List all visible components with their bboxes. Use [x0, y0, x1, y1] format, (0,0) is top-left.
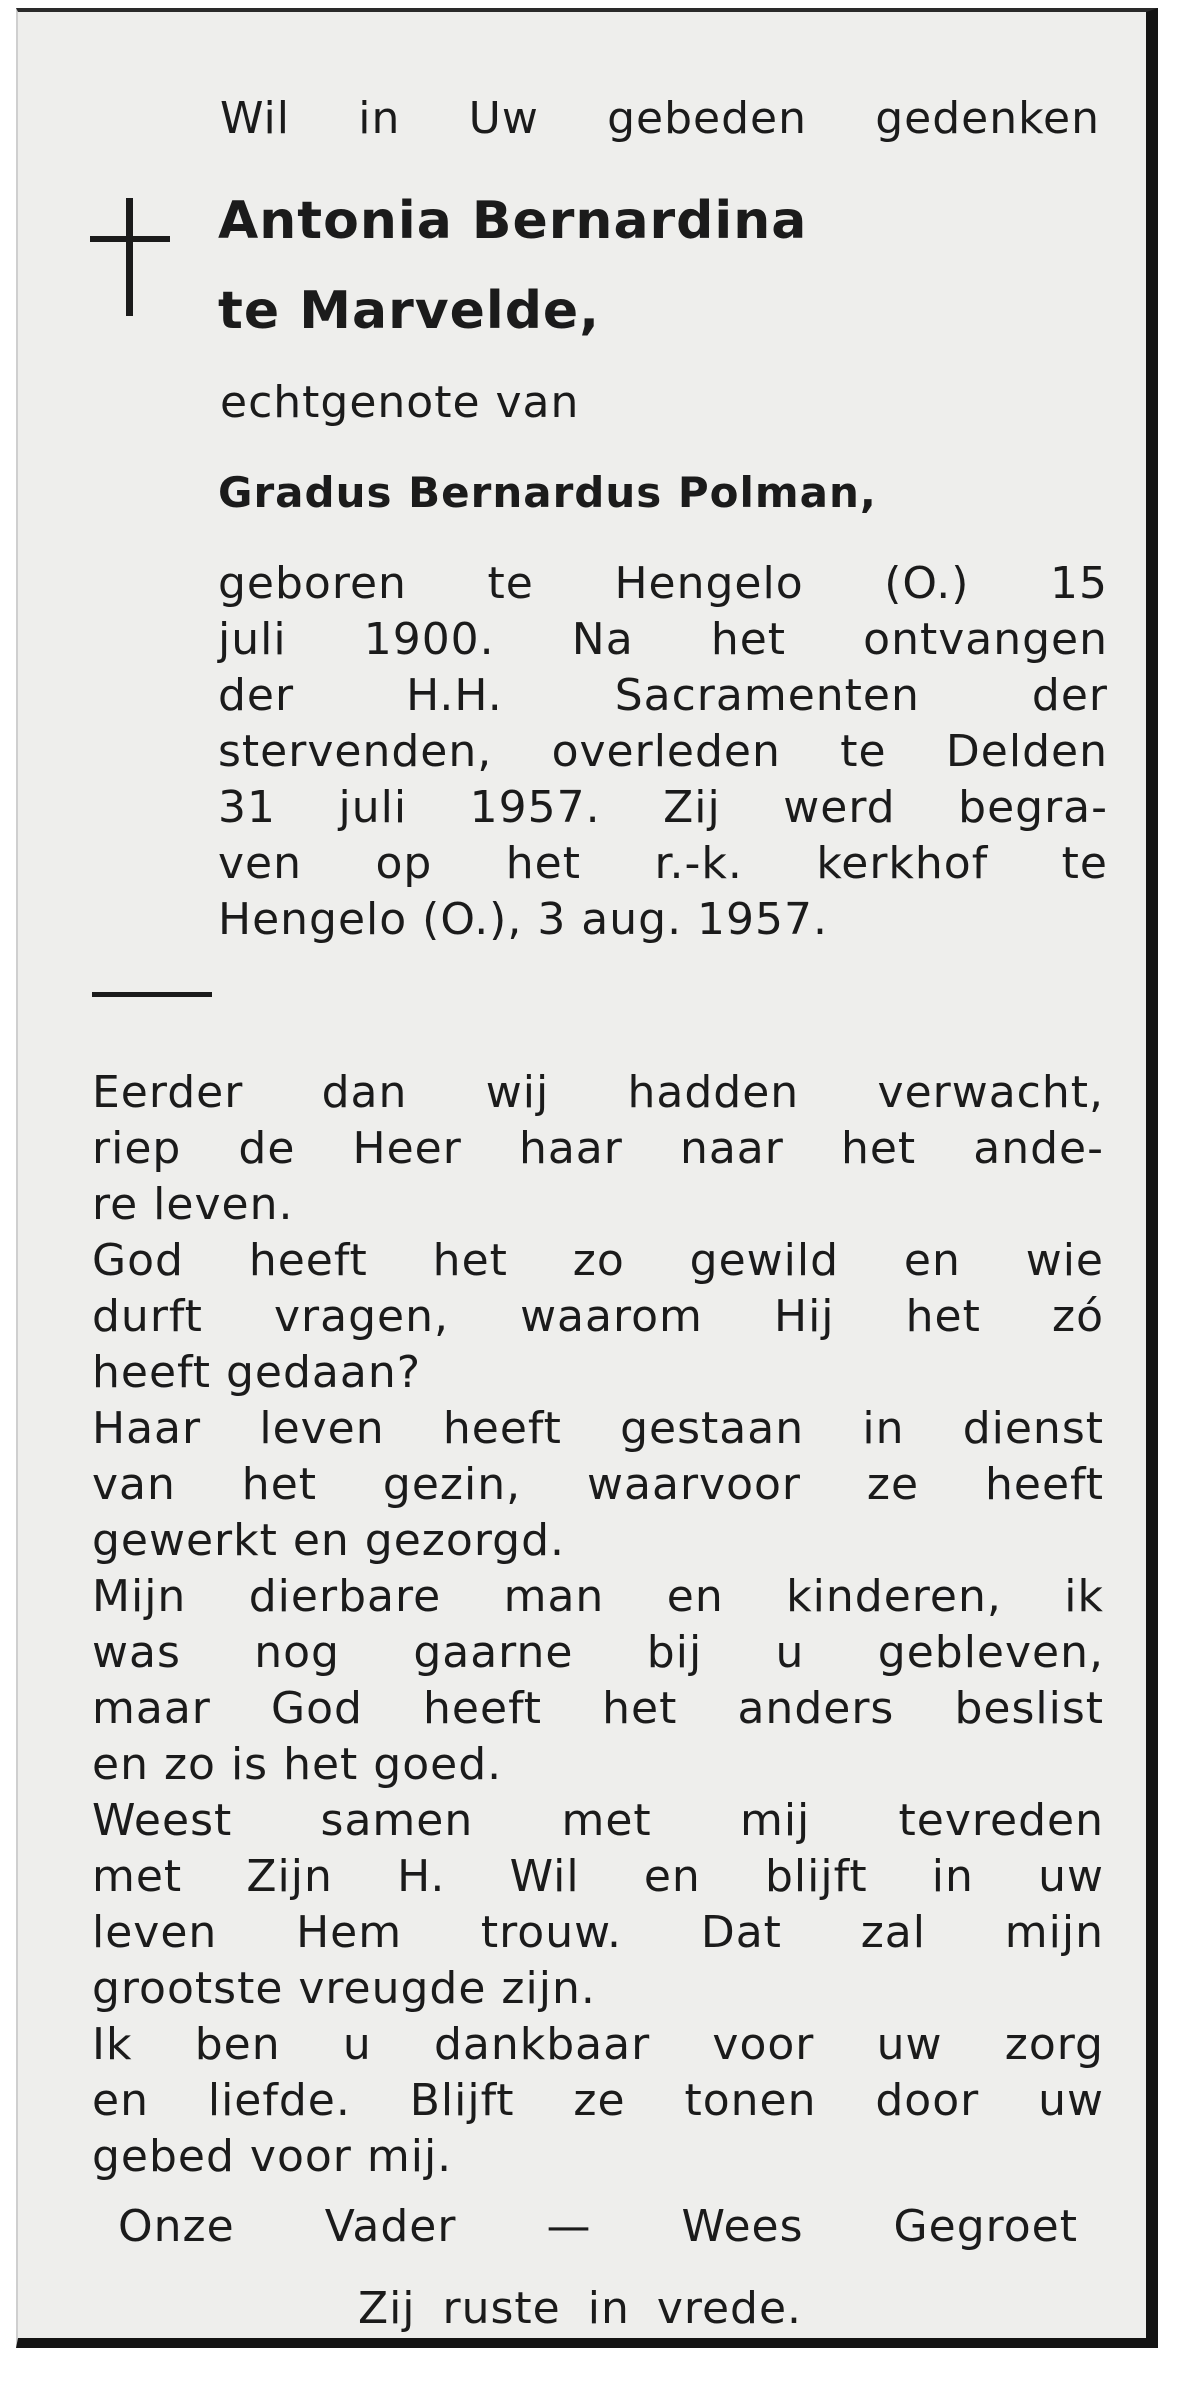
bio-line: 31 juli 1957. Zij werd begra-	[218, 782, 1108, 833]
message-line: God heeft het zo gewild en wie	[92, 1235, 1104, 1286]
message-line: leven Hem trouw. Dat zal mijn	[92, 1907, 1104, 1958]
divider	[92, 992, 212, 997]
deceased-name-line1: Antonia Bernardina	[218, 191, 808, 251]
closing-line: Zij ruste in vrede.	[357, 2283, 803, 2334]
intro-text: Wil in Uw gebeden gedenken	[220, 93, 1100, 144]
spouse-intro: echtgenote van	[220, 377, 580, 428]
message	[92, 1065, 1104, 2185]
message-line: Weest samen met mij tevreden	[92, 1795, 1104, 1846]
message-line: en zo is het goed.	[92, 1739, 503, 1790]
message-line: en liefde. Blijft ze tonen door uw	[92, 2075, 1104, 2126]
message-line: van het gezin, waarvoor ze heeft	[92, 1459, 1104, 1510]
message-line: Haar leven heeft gestaan in dienst	[92, 1403, 1104, 1454]
deceased-name-line2: te Marvelde,	[218, 281, 600, 341]
bio-line: Hengelo (O.), 3 aug. 1957.	[218, 894, 829, 945]
prayers-line: Onze Vader — Wees Gegroet	[118, 2201, 1078, 2252]
biography	[218, 556, 1108, 948]
message-line: met Zijn H. Wil en blijft in uw	[92, 1851, 1104, 1902]
message-line: gewerkt en gezorgd.	[92, 1515, 565, 1566]
message-line: was nog gaarne bij u gebleven,	[92, 1627, 1104, 1678]
message-line: Eerder dan wij hadden verwacht,	[92, 1067, 1104, 1118]
message-line: heeft gedaan?	[92, 1347, 422, 1398]
bio-line: juli 1900. Na het ontvangen	[218, 614, 1108, 665]
cross-icon	[90, 198, 170, 316]
message-line: grootste vreugde zijn.	[92, 1963, 596, 2014]
spouse-name: Gradus Bernardus Polman,	[218, 468, 877, 517]
bio-line: ven op het r.-k. kerkhof te	[218, 838, 1108, 889]
message-line: Ik ben u dankbaar voor uw zorg	[92, 2019, 1104, 2070]
bio-line: der H.H. Sacramenten der	[218, 670, 1108, 721]
bio-line: stervenden, overleden te Delden	[218, 726, 1108, 777]
message-line: maar God heeft het anders beslist	[92, 1683, 1104, 1734]
bio-line: geboren te Hengelo (O.) 15	[218, 558, 1108, 609]
message-line: re leven.	[92, 1179, 294, 1230]
message-line: riep de Heer haar naar het ande-	[92, 1123, 1104, 1174]
message-line: gebed voor mij.	[92, 2131, 453, 2182]
message-line: durft vragen, waarom Hij het zó	[92, 1291, 1104, 1342]
message-line: Mijn dierbare man en kinderen, ik	[92, 1571, 1104, 1622]
